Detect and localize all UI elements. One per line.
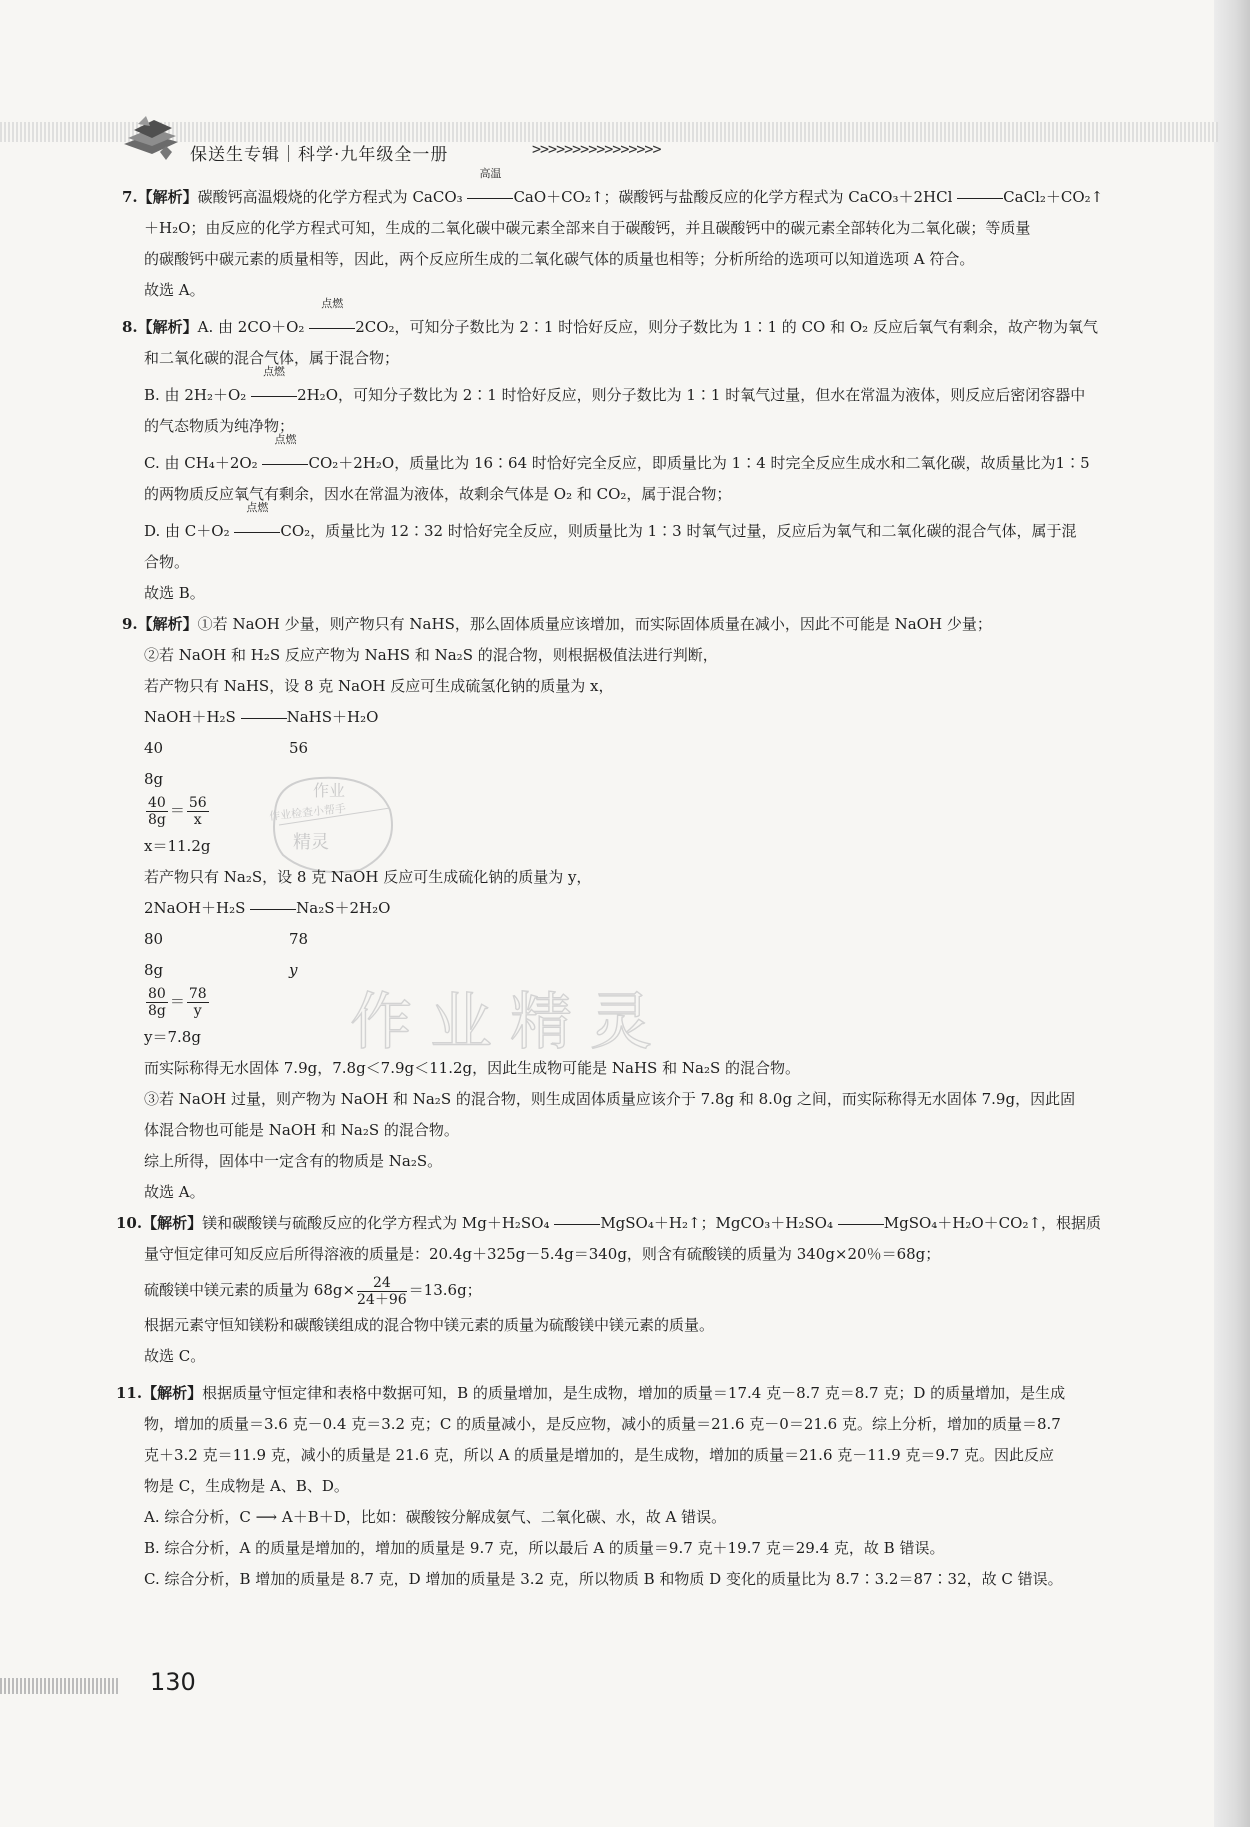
q9-eq1-right: NaHS＋H₂O xyxy=(286,708,379,726)
denominator: x xyxy=(193,812,202,828)
q8-line-c1 xyxy=(130,433,1180,479)
reaction-arrow xyxy=(838,1208,884,1239)
q8-line-b2: 的气态物质为纯净物； xyxy=(144,417,295,435)
fraction xyxy=(146,795,168,828)
book-stack-logo-icon xyxy=(120,114,182,164)
ratio-value: 8g xyxy=(144,961,164,979)
condition-label: 点燃 xyxy=(263,365,286,378)
q8-c-text-2: CO₂＋2H₂O，质量比为 16∶64 时恰好完全反应，即质量比为 1∶4 时完全反应生成水和二氧化碳，故质量比为1∶5 xyxy=(308,454,1090,472)
ratio-value: 78 xyxy=(289,930,309,948)
reaction-arrow xyxy=(250,893,296,924)
ratio-value: y xyxy=(289,961,298,979)
q10-text-1c: MgSO₄＋H₂O＋CO₂↑，根据质 xyxy=(883,1214,1102,1232)
q8-b-text-2: 2H₂O，可知分子数比为 2∶1 时恰好反应，则分子数比为 1∶1 时氧气过量，但水在常温为液体，则反应后密闭容器中 xyxy=(297,386,1086,404)
page-header xyxy=(0,112,1218,172)
ratio-value: 80 xyxy=(144,930,164,948)
reaction-condition xyxy=(234,501,280,547)
denominator: 8g xyxy=(147,812,166,828)
q8-tag: 8.【解析】 xyxy=(122,318,198,336)
denominator: 8g xyxy=(147,1003,166,1019)
q10-line-4: 根据元素守恒知镁粉和碳酸镁组成的混合物中镁元素的质量为硫酸镁中镁元素的质量。 xyxy=(144,1316,715,1334)
q9-result-1: x＝11.2g xyxy=(144,837,211,855)
q9-line-8: 综上所得，固体中一定含有的物质是 Na₂S。 xyxy=(144,1152,443,1170)
q7-line-4: 故选 A。 xyxy=(144,281,205,299)
q10-line-5: 故选 C。 xyxy=(144,1347,206,1365)
q9-line-3: 若产物只有 NaHS，设 8 克 NaOH 反应可生成硫氢化钠的质量为 x， xyxy=(144,677,614,695)
q7-text-1a: 碳酸钙高温煅烧的化学方程式为 CaCO₃ xyxy=(197,188,463,206)
q9-result-2: y＝7.8g xyxy=(144,1028,201,1046)
reaction-arrow xyxy=(554,1208,600,1239)
denominator: y xyxy=(193,1003,202,1019)
q10-tag: 10.【解析】 xyxy=(116,1214,203,1232)
q8-a-text-2: 2CO₂，可知分子数比为 2∶1 时恰好反应，则分子数比为 1∶1 的 CO 和 O₂ 反应后氧气有剩余，故产物为氧气 xyxy=(355,318,1098,336)
q9-line-1 xyxy=(122,609,1180,640)
q8-line-b1 xyxy=(130,365,1180,411)
q9-eq2-right: Na₂S＋2H₂O xyxy=(296,899,391,917)
q9-fraction-1: $\frac{40}{8g}$ ＝ $\frac{56}{x}$ xyxy=(147,795,207,828)
page-number: 130 xyxy=(150,1668,196,1696)
q9-ratio-row-1 xyxy=(130,733,1180,764)
q11-line-7: C. 综合分析，B 增加的质量是 8.7 克，D 增加的质量是 3.2 克，所以物质 B 和物质 D 变化的质量比为 8.7∶3.2＝87∶32，故 C 错误。 xyxy=(144,1570,1063,1588)
watermark-text: 作业精灵 xyxy=(350,985,671,1058)
header-title: 保送生专辑｜科学·九年级全一册 xyxy=(190,145,449,165)
reaction-condition xyxy=(309,297,355,343)
q11-line-1 xyxy=(116,1378,1180,1409)
q9-ratio-row-4 xyxy=(130,955,1180,986)
q7-tag: 7.【解析】 xyxy=(122,188,198,206)
q11-line-5: A. 综合分析，C ⟶ A＋B＋D，比如：碳酸铵分解成氨气、二氧化碳、水，故 A 错误。 xyxy=(144,1508,727,1526)
q8-line-c2: 的两物质反应氧气有剩余，因水在常温为液体，故剩余气体是 O₂ 和 CO₂，属于混合物； xyxy=(144,485,732,503)
numerator: 80 xyxy=(148,986,166,1002)
q9-line-4: 若产物只有 Na₂S，设 8 克 NaOH 反应可生成硫化钠的质量为 y， xyxy=(144,868,592,886)
stamp-text-bottom: 精灵 xyxy=(293,832,329,853)
stamp-text-top: 作业 xyxy=(313,781,346,800)
fraction xyxy=(146,986,168,1019)
reaction-condition xyxy=(467,167,513,213)
q8-line-a1 xyxy=(122,297,1180,343)
q9-ratio-row-3 xyxy=(130,924,1180,955)
q10-text-3b: ＝13.6g； xyxy=(408,1281,482,1299)
q9-line-5: 而实际称得无水固体 7.9g，7.8g＜7.9g＜11.2g，因此生成物可能是 NaHS 和 Na₂S 的混合物。 xyxy=(144,1059,800,1077)
q9-ratio-row-2 xyxy=(130,764,1180,795)
q8-d-text-1: D. 由 C＋O₂ xyxy=(144,522,230,540)
numerator: 24 xyxy=(357,1275,407,1292)
denominator: 24＋96 xyxy=(357,1291,407,1308)
q7-line-1 xyxy=(122,167,1180,213)
q11-tag: 11.【解析】 xyxy=(116,1384,203,1402)
ratio-value: 40 xyxy=(144,739,164,757)
q11-line-6: B. 综合分析，A 的质量是增加的，增加的质量是 9.7 克，所以最后 A 的质量＝9.7 克＋19.7 克＝29.4 克，故 B 错误。 xyxy=(144,1539,945,1557)
footer-dots xyxy=(0,1678,120,1694)
fraction xyxy=(357,1275,407,1308)
q10-text-1a: 镁和碳酸镁与硫酸反应的化学方程式为 Mg＋H₂SO₄ xyxy=(202,1214,550,1232)
q9-eq1-left: NaOH＋H₂S xyxy=(144,708,236,726)
q9-line-7: 体混合物也可能是 NaOH 和 Na₂S 的混合物。 xyxy=(144,1121,459,1139)
q11-text-1: 根据质量守恒定律和表格中数据可知，B 的质量增加，是生成物，增加的质量＝17.4 克－8.7 克＝8.7 克；D 的质量增加，是生成 xyxy=(202,1384,1066,1402)
condition-label: 点燃 xyxy=(274,433,297,446)
q9-text-1: ①若 NaOH 少量，则产物只有 NaHS，那么固体质量应该增加，而实际固体质量在减小，因此不可能是 NaOH 少量； xyxy=(197,615,992,633)
q10-line-2: 量守恒定律可知反应后所得溶液的质量是：20.4g＋325g－5.4g＝340g，则含有硫酸镁的质量为 340g×20％＝68g； xyxy=(144,1245,941,1263)
ratio-value: 56 xyxy=(289,739,309,757)
q8-a-text-1: A. 由 2CO＋O₂ xyxy=(197,318,305,336)
q7-line-3: 的碳酸钙中碳元素的质量相等，因此，两个反应所生成的二氧化碳气体的质量也相等；分析所给的选项可以知道选项 A 符合。 xyxy=(144,250,975,268)
q9-eq2-left: 2NaOH＋H₂S xyxy=(144,899,246,917)
q9-line-9: 故选 A。 xyxy=(144,1183,205,1201)
q8-line-a2: 和二氧化碳的混合气体，属于混合物； xyxy=(144,349,400,367)
q8-b-text-1: B. 由 2H₂＋O₂ xyxy=(144,386,247,404)
numerator: 78 xyxy=(188,986,207,1002)
q8-c-text-1: C. 由 CH₄＋2O₂ xyxy=(144,454,258,472)
reaction-arrow xyxy=(241,702,287,733)
q10-line-3 xyxy=(130,1270,1180,1310)
q10-text-3a: 硫酸镁中镁元素的质量为 68g× xyxy=(144,1281,356,1299)
stamp-text-mid: 作业检查小帮手 xyxy=(268,802,347,823)
q8-line-d1 xyxy=(130,501,1180,547)
header-band xyxy=(0,122,1218,142)
q11-line-4: 物是 C，生成物是 A、B、D。 xyxy=(144,1477,349,1495)
q8-line-d2: 合物。 xyxy=(144,553,190,571)
header-chevrons: >>>>>>>>>>>>>>>> xyxy=(532,140,661,158)
q8-line-end: 故选 B。 xyxy=(144,584,205,602)
reaction-condition xyxy=(251,365,297,411)
solution-content xyxy=(116,167,1180,1595)
q9-eq-1 xyxy=(130,702,1180,733)
q10-line-1 xyxy=(116,1208,1180,1239)
condition-label: 高温 xyxy=(479,167,502,180)
q11-line-2: 物，增加的质量＝3.6 克－0.4 克＝3.2 克；C 的质量减小，是反应物，减小的质量＝21.6 克－0＝21.6 克。综上分析，增加的质量＝8.7 xyxy=(144,1415,1061,1433)
q9-line-2: ②若 NaOH 和 H₂S 反应产物为 NaHS 和 Na₂S 的混合物，则根据极值法进行判断， xyxy=(144,646,718,664)
q7-text-1b: CaO＋CO₂↑；碳酸钙与盐酸反应的化学方程式为 CaCO₃＋2HCl xyxy=(513,188,953,206)
q8-d-text-2: CO₂，质量比为 12∶32 时恰好完全反应，则质量比为 1∶3 时氧气过量，反应后为氧气和二氧化碳的混合气体，属于混 xyxy=(280,522,1077,540)
condition-label: 点燃 xyxy=(321,297,344,310)
condition-label: 点燃 xyxy=(246,501,269,514)
ratio-value: 8g xyxy=(144,770,164,788)
q9-line-6: ③若 NaOH 过量，则产物为 NaOH 和 Na₂S 的混合物，则生成固体质量应该介于 7.8g 和 8.0g 之间，而实际称得无水固体 7.9g，因此固 xyxy=(144,1090,1076,1108)
q10-text-1b: MgSO₄＋H₂↑；MgCO₃＋H₂SO₄ xyxy=(600,1214,833,1232)
torn-page-edge xyxy=(1214,0,1250,1827)
numerator: 56 xyxy=(188,795,207,811)
fraction xyxy=(187,986,209,1019)
numerator: 40 xyxy=(148,795,166,811)
q7-text-1c: CaCl₂＋CO₂↑ xyxy=(1003,188,1104,206)
q9-fraction-2: $\frac{80}{8g}$ ＝ $\frac{78}{y}$ xyxy=(147,986,207,1019)
reaction-arrow xyxy=(957,182,1003,213)
q7-line-2: ＋H₂O；由反应的化学方程式可知，生成的二氧化碳中碳元素全部来自于碳酸钙，并且碳酸钙中的碳元素全部转化为二氧化碳；等质量 xyxy=(144,219,1031,237)
q11-line-3: 克＋3.2 克＝11.9 克，减小的质量是 21.6 克，所以 A 的质量是增加的，是生成物，增加的质量＝21.6 克－11.9 克＝9.7 克。因此反应 xyxy=(144,1446,1055,1464)
reaction-condition xyxy=(262,433,308,479)
q9-eq-2 xyxy=(130,893,1180,924)
q9-tag: 9.【解析】 xyxy=(122,615,198,633)
fraction xyxy=(187,795,209,828)
